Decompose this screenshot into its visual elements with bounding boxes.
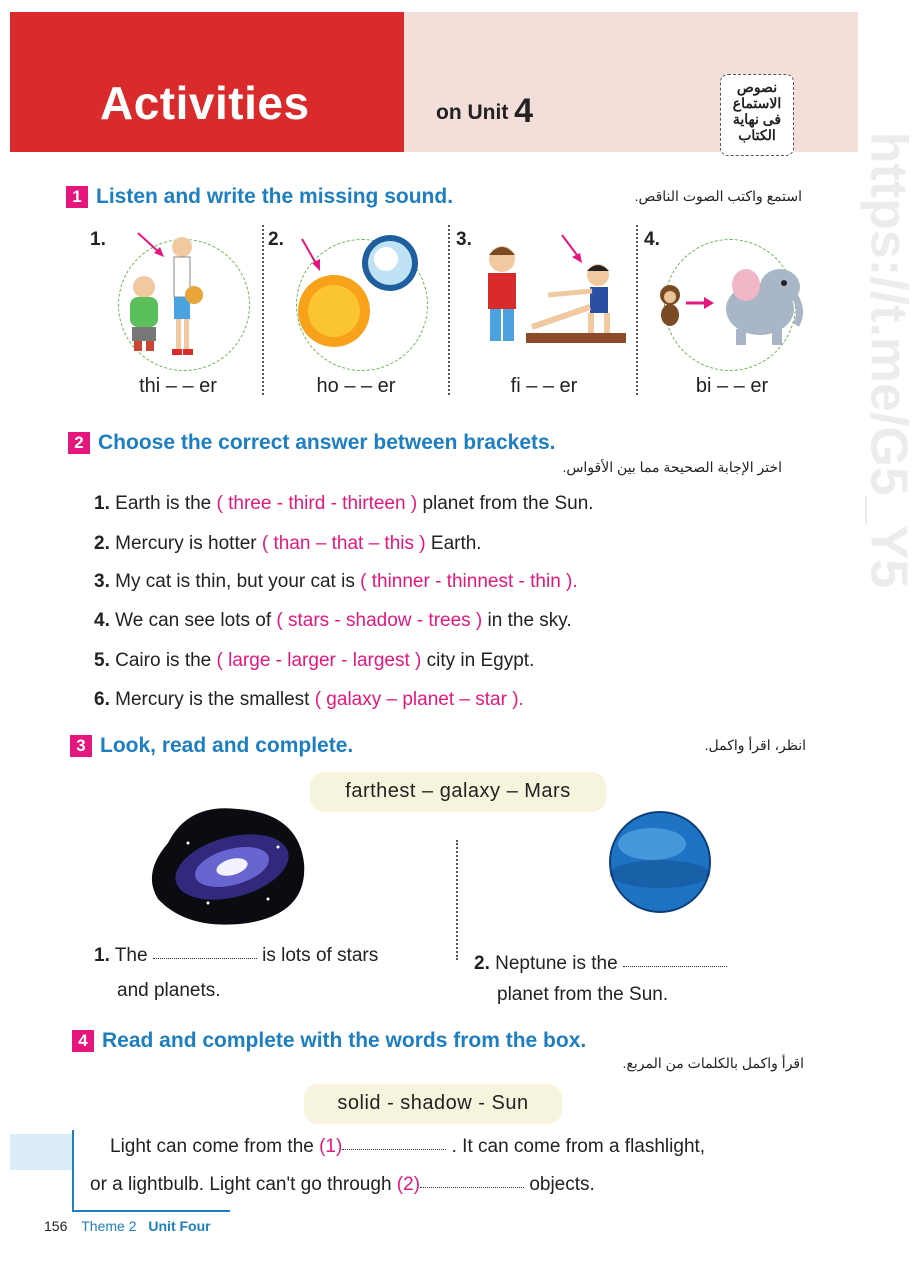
section3-arabic: انظر، اقرأ واكمل. (704, 737, 806, 753)
answer-options: ( large - larger - largest ) (216, 650, 422, 671)
question-text: city in Egypt. (426, 650, 535, 671)
answer-options: ( stars - shadow - trees ) (276, 610, 483, 631)
listening-note-line: نصوص (736, 79, 778, 95)
question-text: is lots of stars (262, 945, 379, 966)
question-5 (94, 650, 534, 672)
question-2 (94, 533, 482, 555)
sound-item-4 (644, 225, 820, 395)
word-box: farthest – galaxy – Mars (310, 772, 606, 812)
section4-line-1 (110, 1136, 705, 1158)
incomplete-word: ho – – er (316, 375, 396, 397)
section3-question-2-line2: planet from the Sun. (497, 984, 669, 1005)
question-number: 2. (94, 533, 110, 554)
section2-arabic: اختر الإجابة الصحيحة مما بين الأقواس. (562, 459, 782, 475)
theme-label: Theme 2 (81, 1218, 137, 1234)
unit-number: 4 (514, 92, 534, 130)
question-number: 1. (94, 945, 110, 966)
neptune-picture (606, 808, 714, 916)
question-text: The (114, 945, 148, 966)
section4-arabic: اقرأ واكمل بالكلمات من المربع. (622, 1055, 804, 1071)
answer-options: ( three - third - thirteen ) (216, 493, 418, 514)
page-number: 156 (44, 1218, 68, 1234)
page-title: Activities (100, 77, 310, 129)
answer-options: ( galaxy – planet – star ). (314, 689, 524, 710)
section3-question-1-line2: and planets. (117, 980, 221, 1001)
section2-title: Choose the correct answer between brackets. (98, 431, 556, 454)
question-text: Neptune is the (495, 953, 618, 974)
passage-text: . It can come from a flashlight, (451, 1136, 706, 1157)
section4-heading (72, 1029, 586, 1053)
answer-blank[interactable] (420, 1187, 524, 1188)
listening-note-line: فى نهاية (732, 111, 782, 127)
section4-line-2 (90, 1174, 595, 1196)
section2-heading (68, 431, 556, 455)
incomplete-word: bi – – er (695, 375, 769, 397)
question-6 (94, 689, 524, 711)
question-text: Earth. (430, 533, 482, 554)
section3-heading (70, 734, 353, 758)
item-number: 2. (268, 229, 284, 250)
question-text: planet from the Sun. (422, 493, 594, 514)
question-number: 1. (94, 493, 110, 514)
item-number: 4. (644, 229, 660, 250)
text-border-line (72, 1210, 230, 1212)
answer-blank[interactable] (342, 1149, 446, 1150)
sound-item-2 (268, 225, 444, 395)
section3-number: 3 (70, 735, 92, 757)
boy-and-gymnast-picture (476, 225, 636, 375)
listening-note-line: الكتاب (738, 127, 776, 143)
answer-blank[interactable] (623, 966, 727, 967)
question-text: in the sky. (487, 610, 572, 631)
question-number: 3. (94, 571, 110, 592)
sun-and-planet-picture (288, 225, 444, 375)
item-number: 3. (456, 229, 472, 250)
word-box: solid - shadow - Sun (304, 1084, 562, 1124)
incomplete-word: fi – – er (510, 375, 578, 397)
question-text: Cairo is the (115, 650, 212, 671)
question-text: Mercury is the smallest (115, 689, 310, 710)
question-number: 4. (94, 610, 110, 631)
section3-title: Look, read and complete. (100, 734, 354, 757)
unit-label (436, 92, 533, 131)
answer-options: ( thinner - thinnest - thin ). (360, 571, 578, 592)
section4-number: 4 (72, 1030, 94, 1052)
sound-item-1 (90, 225, 266, 395)
passage-text: or a lightbulb. Light can't go through (90, 1174, 392, 1195)
sound-item-3 (456, 225, 632, 395)
section1-title: Listen and write the missing sound. (96, 185, 454, 208)
answer-options: ( than – that – this ) (261, 533, 426, 554)
section1-arabic: استمع واكتب الصوت الناقص. (634, 188, 802, 204)
question-1 (94, 493, 594, 515)
passage-text: objects. (529, 1174, 595, 1195)
unit-label: Unit Four (148, 1218, 211, 1234)
item-divider (262, 225, 264, 395)
decorative-tab (10, 1134, 72, 1170)
question-text: My cat is thin, but your cat is (115, 571, 355, 592)
question-3 (94, 571, 578, 593)
text-border-line (72, 1130, 74, 1210)
answer-blank[interactable] (153, 958, 257, 959)
question-text: We can see lots of (115, 610, 272, 631)
question-number: 6. (94, 689, 110, 710)
blank-marker: (1) (319, 1136, 343, 1157)
item-divider (456, 840, 458, 960)
section1-heading (66, 185, 453, 209)
item-divider (636, 225, 638, 395)
blank-marker: (2) (396, 1174, 421, 1195)
page-footer (44, 1218, 211, 1234)
galaxy-picture (148, 803, 308, 929)
listening-note-line: الاستماع (732, 95, 782, 111)
item-number: 1. (90, 229, 106, 250)
section3-question-1 (94, 945, 378, 967)
section1-number: 1 (66, 186, 88, 208)
passage-text: Light can come from the (110, 1136, 314, 1157)
section2-number: 2 (68, 432, 90, 454)
item-divider (448, 225, 450, 395)
question-4 (94, 610, 572, 632)
incomplete-word: thi – – er (139, 375, 217, 397)
question-number: 5. (94, 650, 110, 671)
section4-title: Read and complete with the words from the box. (102, 1029, 587, 1052)
thin-fat-boys-picture (120, 225, 270, 375)
on-unit-text: on Unit (436, 101, 509, 124)
watermark: https://t.me/G5_Y5 (859, 131, 918, 589)
question-text: Mercury is hotter (115, 533, 257, 554)
question-text: Earth is the (115, 493, 212, 514)
monkey-and-elephant-picture (648, 225, 808, 375)
listening-note-box (720, 74, 794, 156)
section3-question-2 (474, 953, 727, 975)
question-number: 2. (474, 953, 490, 974)
